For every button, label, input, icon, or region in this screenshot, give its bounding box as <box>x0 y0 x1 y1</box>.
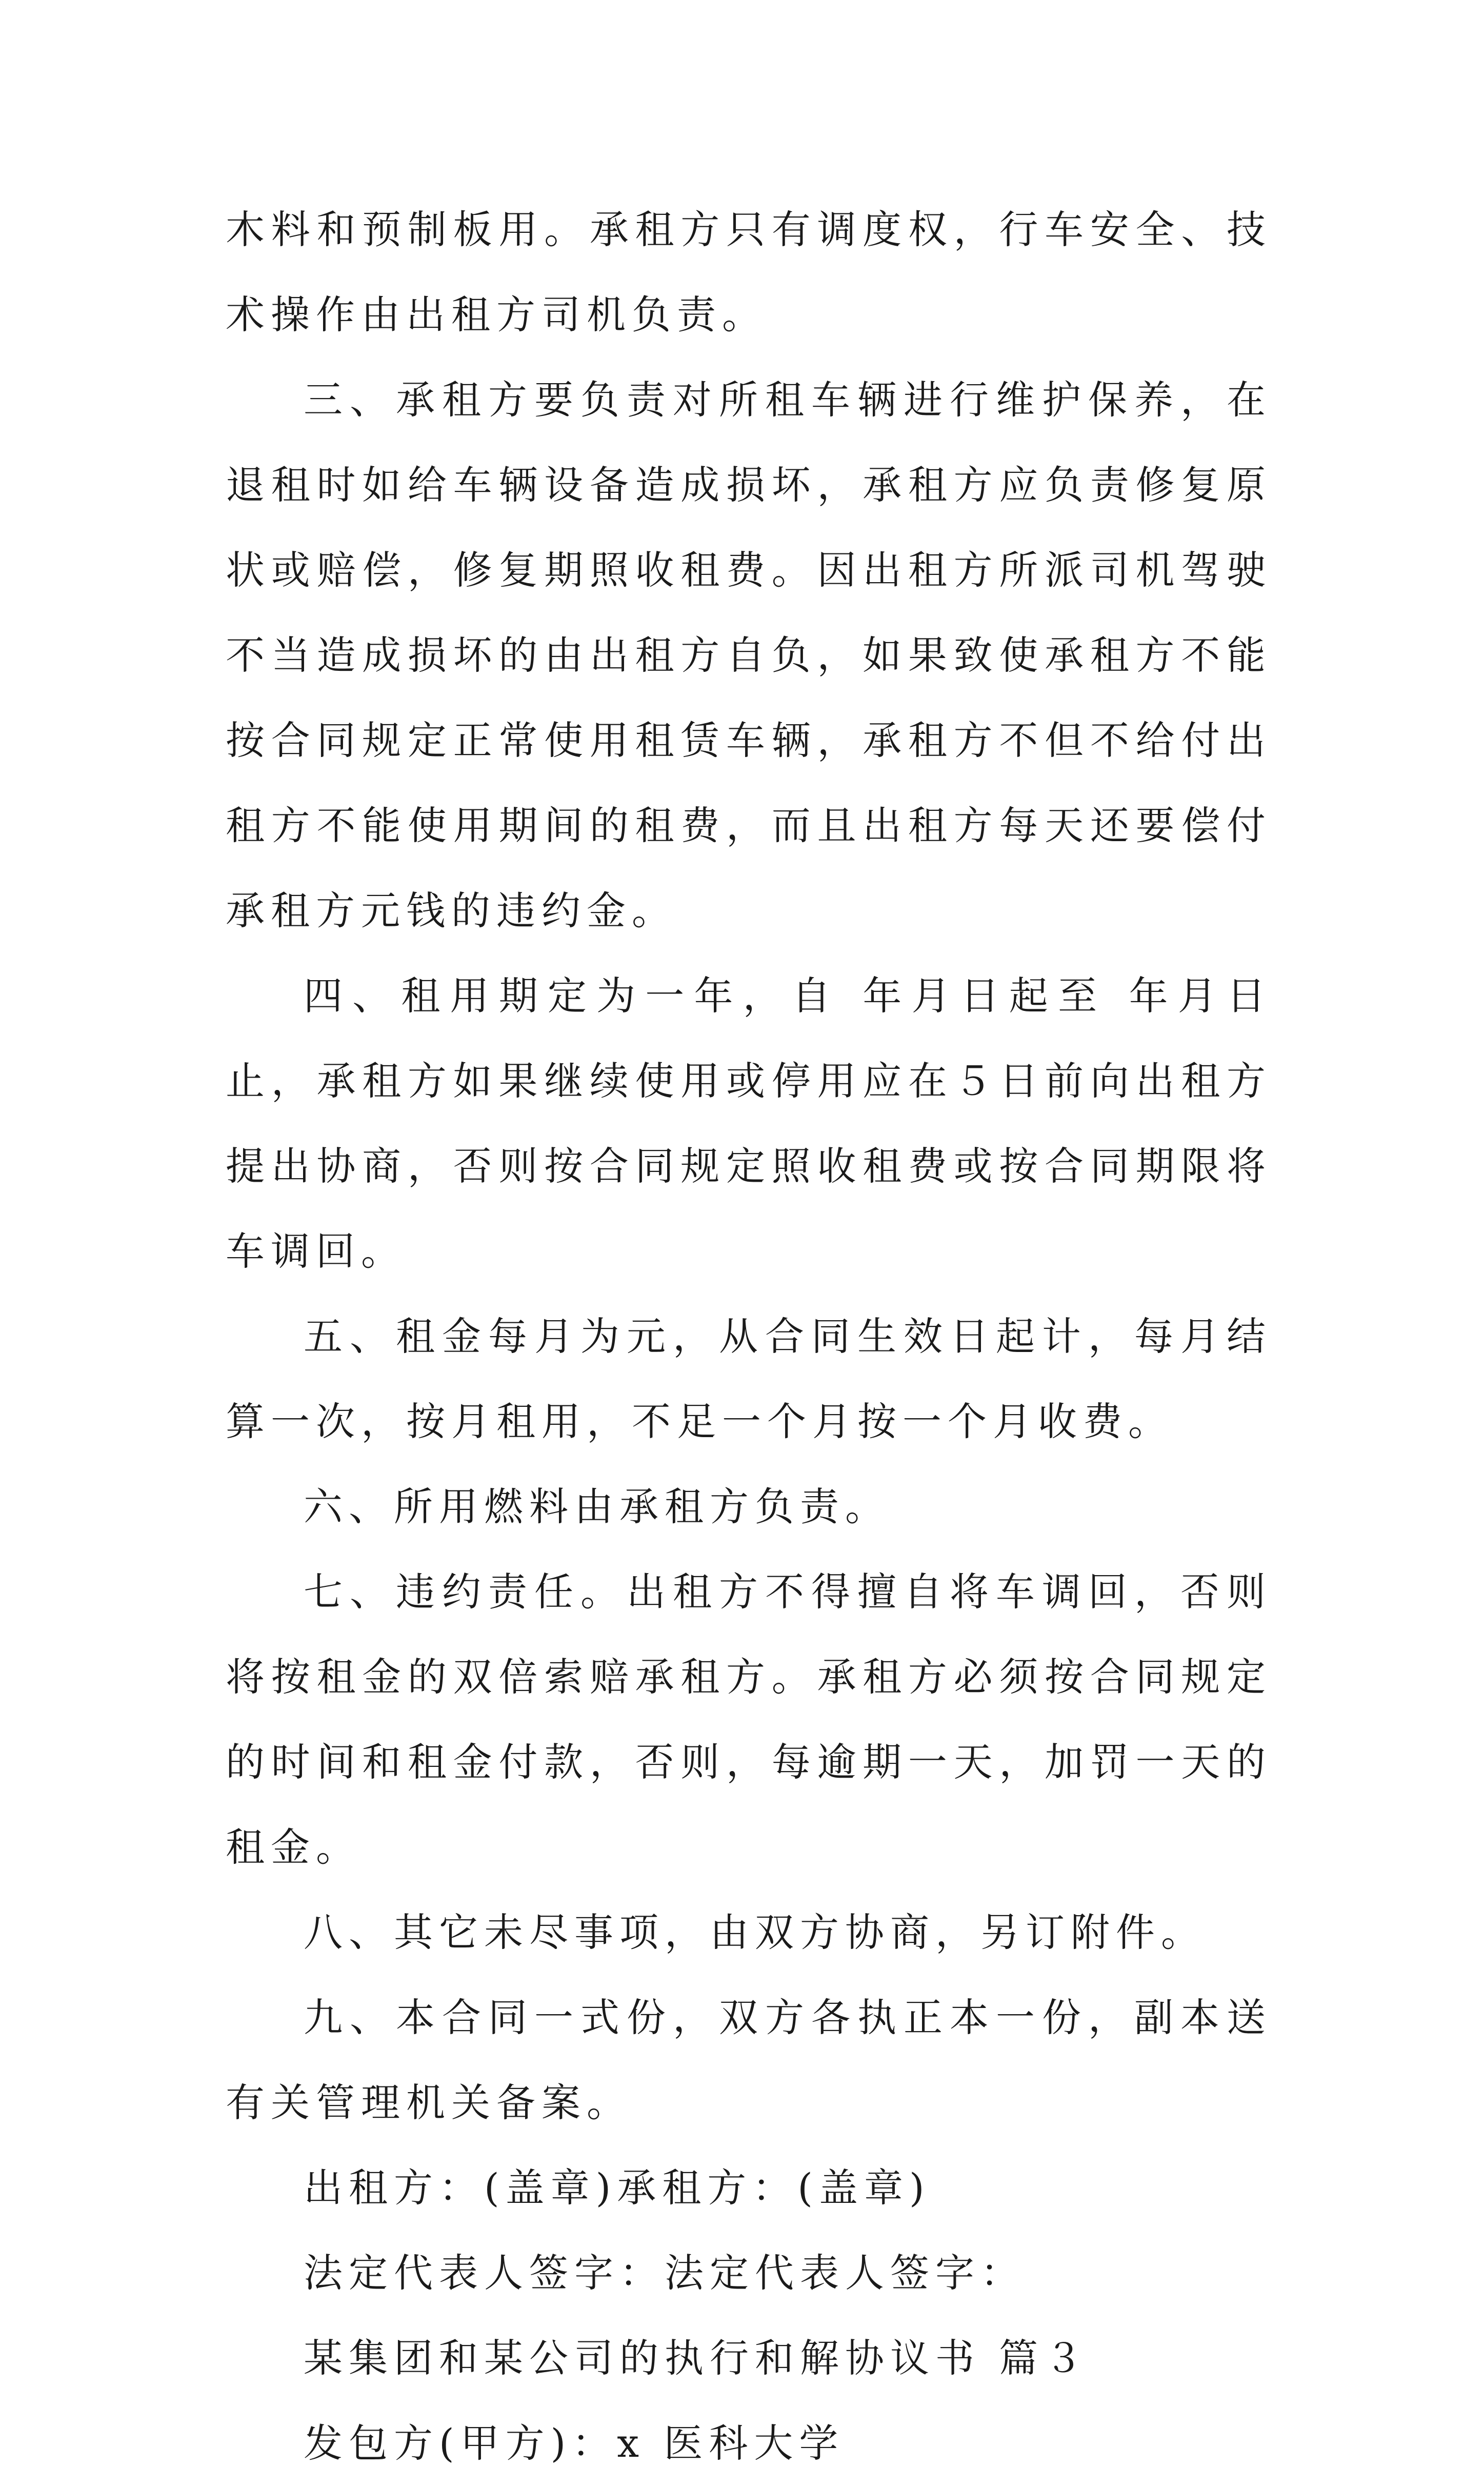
paragraph-clause-6: 六、所用燃料由承租方负责。 <box>304 1484 890 1529</box>
paragraph-clause-5: 五、租金每月为元，从合同生效日起计，每月结算一次，按月租用，不足一个月按一个月收费。 <box>226 1314 1272 1444</box>
paragraph-clause-7: 七、违约责任。出租方不得擅自将车调回，否则将按租金的双倍索赔承租方。承租方必须按合同规定的时间和租金付款，否则，每逾期一天，加罚一天的租金。 <box>226 1569 1272 1870</box>
paragraph-clause-4: 四、租用期定为一年，自 年月日起至 年月日止，承租方如果继续使用或停用应在５日前向出租方提出协商，否则按合同规定照收租费或按合同期限将车调回。 <box>226 973 1272 1274</box>
signature-line-seal: 出租方：(盖章)承租方：(盖章) <box>304 2165 931 2211</box>
paragraph-clause-8: 八、其它未尽事项，由双方协商，另订附件。 <box>304 1910 1206 1955</box>
paragraph-clause-3: 三、承租方要负责对所租车辆进行维护保养，在退租时如给车辆设备造成损坏，承租方应负责修复原状或赔偿，修复期照收租费。因出租方所派司机驾驶不当造成损坏的由出租方自负，如果致使承租方不能按合同规定正常使用租赁车辆，承租方不但不给付出租方不能使用期间的租费，而且出租方每天还要偿付承租方元钱的违约金。 <box>226 377 1272 933</box>
signature-line-representative: 法定代表人签字：法定代表人签字： <box>304 2250 1026 2296</box>
party-a-line: 发包方(甲方)：x 医科大学 <box>304 2420 845 2466</box>
section-heading: 某集团和某公司的执行和解协议书 篇３ <box>304 2335 1090 2381</box>
document-body <box>226 187 1272 2486</box>
paragraph-clause-9: 九、本合同一式份，双方各执正本一份，副本送有关管理机关备案。 <box>226 1995 1272 2125</box>
paragraph-2-continuation: 木料和预制板用。承租方只有调度权，行车安全、技术操作由出租方司机负责。 <box>226 207 1272 337</box>
